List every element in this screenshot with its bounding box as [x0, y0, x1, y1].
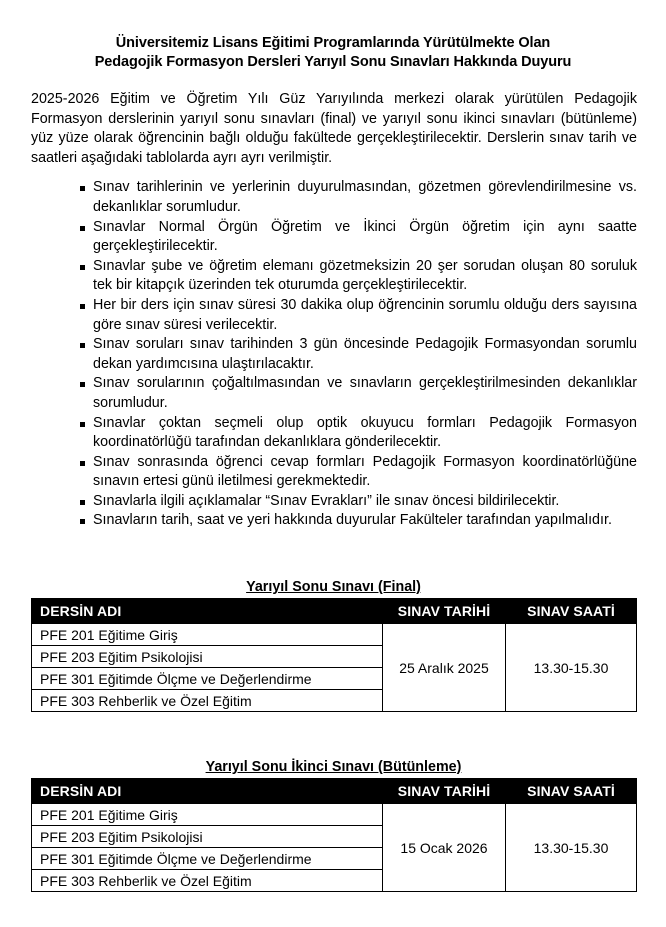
- list-item: Her bir ders için sınav süresi 30 dakika olup öğrencinin sorumlu olduğu ders sayısına göre sınav süresi verilecektir.: [0, 296, 666, 335]
- column-header-course-name: DERSİN ADI: [32, 599, 383, 624]
- final-exam-table-block: [31, 578, 636, 712]
- cell-course-name: PFE 301 Eğitimde Ölçme ve Değerlendirme: [32, 668, 383, 690]
- final-exam-table: [31, 598, 637, 712]
- list-item: Sınav tarihlerinin ve yerlerinin duyurulmasından, gözetmen görevlendirilmesine vs. dekanlıklar sorumludur.: [0, 178, 666, 217]
- final-exam-table-caption: [31, 578, 636, 596]
- table-row: [32, 624, 637, 646]
- makeup-exam-table-caption-text: Yarıyıl Sonu İkinci Sınavı (Bütünleme): [205, 759, 462, 775]
- cell-exam-date: 15 Ocak 2026: [383, 804, 506, 892]
- cell-course-name: PFE 303 Rehberlik ve Özel Eğitim: [32, 870, 383, 892]
- makeup-exam-table-caption: [31, 758, 636, 776]
- list-item: Sınav sonrasında öğrenci cevap formları Pedagojik Formasyon koordinatörlüğüne sınavın ertesi günü iletilmesi gerekmektedir.: [0, 453, 666, 492]
- cell-course-name: PFE 203 Eğitim Psikolojisi: [32, 826, 383, 848]
- column-header-course-name: DERSİN ADI: [32, 779, 383, 804]
- table-header-row: [32, 779, 637, 804]
- cell-course-name: PFE 301 Eğitimde Ölçme ve Değerlendirme: [32, 848, 383, 870]
- page-title-line-2: Pedagojik Formasyon Dersleri Yarıyıl Sonu Sınavları Hakkında Duyuru: [94, 54, 572, 70]
- list-item: Sınavlar Normal Örgün Öğretim ve İkinci Örgün öğretim için aynı saatte gerçekleştirilecektir.: [0, 218, 666, 257]
- makeup-exam-table-block: [31, 758, 636, 892]
- list-item: Sınav soruları sınav tarihinden 3 gün öncesinde Pedagojik Formasyondan sorumlu dekan yardımcısına ulaştırılacaktır.: [0, 335, 666, 374]
- cell-course-name: PFE 201 Eğitime Giriş: [32, 804, 383, 826]
- cell-course-name: PFE 303 Rehberlik ve Özel Eğitim: [32, 690, 383, 712]
- page-title-line-1: Üniversitemiz Lisans Eğitimi Programlarında Yürütülmekte Olan: [115, 35, 551, 51]
- rules-list: [0, 178, 666, 531]
- list-item: Sınavlar çoktan seçmeli olup optik okuyucu formları Pedagojik Formasyon koordinatörlüğü tarafından dekanlıklara gönderilecektir.: [0, 414, 666, 453]
- final-exam-table-caption-text: Yarıyıl Sonu Sınavı (Final): [246, 579, 421, 595]
- intro-paragraph: 2025-2026 Eğitim ve Öğretim Yılı Güz Yarıyılında merkezi olarak yürütülen Pedagojik Formasyon derslerinin yarıyıl sonu sınavları (final) ve yarıyıl sonu ikinci sınavları (bütünleme) yüz yüze olarak öğrencinin bağlı olduğu fakültede gerçekleştirilecektir. Derslerin sınav tarih ve saatleri aşağıdaki tablolarda ayrı ayrı verilmiştir.: [31, 91, 637, 166]
- makeup-exam-table: [31, 778, 637, 892]
- cell-course-name: PFE 201 Eğitime Giriş: [32, 624, 383, 646]
- cell-course-name: PFE 203 Eğitim Psikolojisi: [32, 646, 383, 668]
- list-item: Sınavlarla ilgili açıklamalar “Sınav Evrakları” ile sınav öncesi bildirilecektir.: [0, 492, 666, 512]
- page-title: [0, 0, 666, 72]
- cell-exam-date: 25 Aralık 2025: [383, 624, 506, 712]
- column-header-exam-time: SINAV SAATİ: [506, 599, 637, 624]
- column-header-exam-date: SINAV TARİHİ: [383, 779, 506, 804]
- table-header-row: [32, 599, 637, 624]
- list-item: Sınavlar şube ve öğretim elemanı gözetmeksizin 20 şer sorudan oluşan 80 soruluk tek bir kitapçık üzerinden tek oturumda gerçekleştirilecektir.: [0, 257, 666, 296]
- cell-exam-time: 13.30-15.30: [506, 624, 637, 712]
- list-item: Sınav sorularının çoğaltılmasından ve sınavların gerçekleştirilmesinden dekanlıklar sorumludur.: [0, 374, 666, 413]
- list-item: Sınavların tarih, saat ve yeri hakkında duyurular Fakülteler tarafından yapılmalıdır.: [0, 511, 666, 531]
- column-header-exam-time: SINAV SAATİ: [506, 779, 637, 804]
- cell-exam-time: 13.30-15.30: [506, 804, 637, 892]
- table-row: [32, 804, 637, 826]
- column-header-exam-date: SINAV TARİHİ: [383, 599, 506, 624]
